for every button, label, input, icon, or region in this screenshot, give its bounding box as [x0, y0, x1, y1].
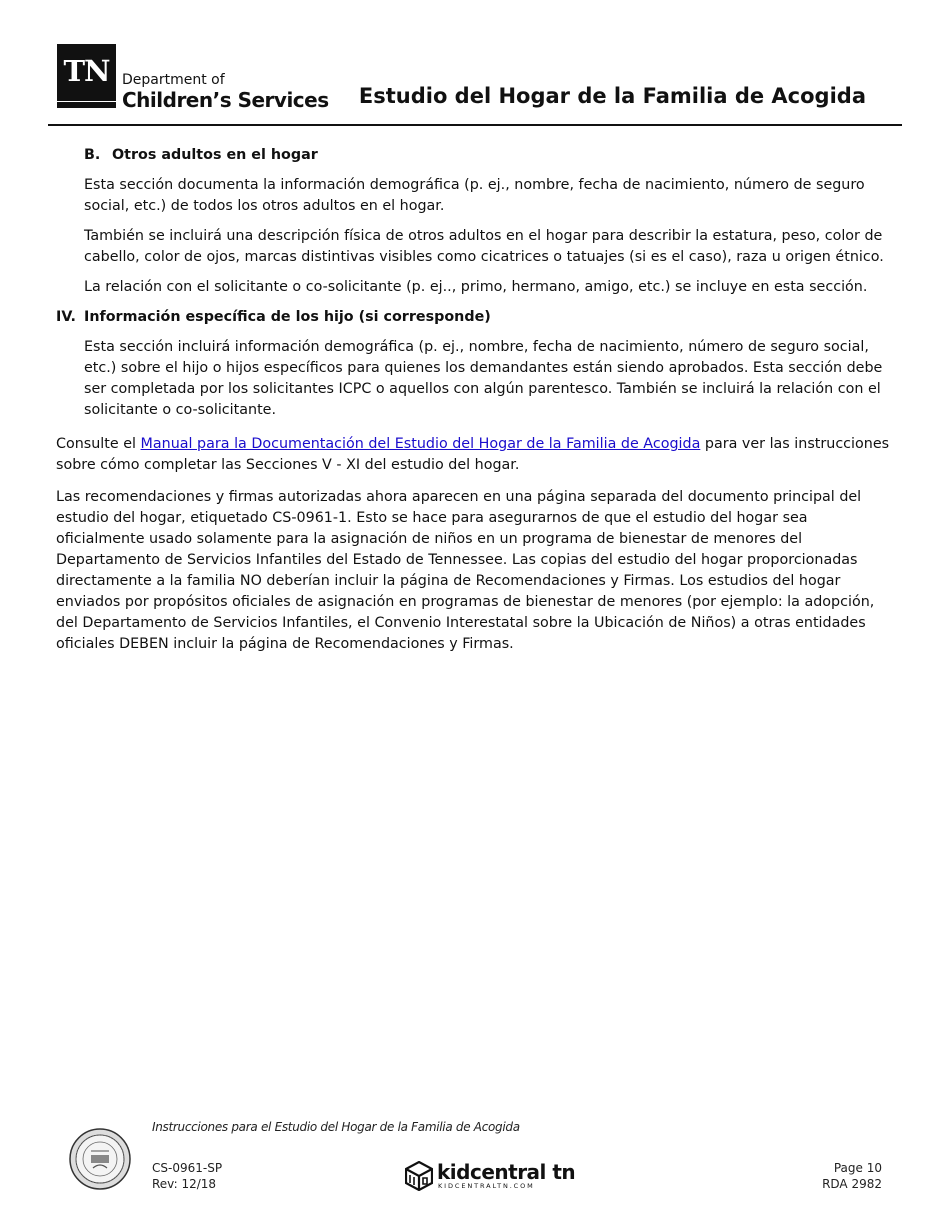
footer-revision: Rev: 12/18	[152, 1177, 217, 1191]
kidcentral-url: KIDCENTRALTN.COM	[438, 1182, 535, 1190]
footer-document-title: Instrucciones para el Estudio del Hogar de la Familia de Acogida	[152, 1120, 520, 1134]
section-iv-title: Información específica de los hijo (si corresponde)	[84, 309, 491, 325]
section-iv-number: IV.	[56, 309, 76, 325]
kidcentral-logo	[405, 1160, 576, 1192]
tennessee-state-seal-icon	[69, 1128, 131, 1190]
consult-paragraph	[56, 434, 890, 476]
consult-prefix: Consulte el	[56, 436, 141, 452]
manual-link[interactable]: Manual para la Documentación del Estudio del Hogar de la Familia de Acogida	[140, 436, 701, 452]
section-b-heading	[56, 145, 890, 166]
dept-logo-line2: Children’s Services	[122, 88, 329, 112]
page-number: Page 10	[833, 1161, 882, 1175]
document-body	[56, 145, 890, 655]
section-iv-paragraph: Esta sección incluirá información demográfica (p. ej., nombre, fecha de nacimiento, número de seguro social, etc.) sobre el hijo o hijos específicos para quienes los demandantes están siendo aprobados. Esta sección debe ser completada por los solicitantes ICPC o aquellos con algún parentesco. También se incluirá la relación con el solicitante o co-solicitante.	[84, 339, 883, 418]
footer-form-number: CS-0961-SP	[152, 1161, 223, 1175]
page-title: Estudio del Hogar de la Familia de Acogida	[358, 84, 866, 108]
recommendations-paragraph: Las recomendaciones y firmas autorizadas ahora aparecen en una página separada del documento principal del estudio del hogar, etiquetado CS-0961-1. Esto se hace para asegurarnos de que el estudio del hogar sea oficialmente usado solamente para la asignación de niños en un programa de bienestar de menores del Departamento de Servicios Infantiles del Estado de Tennessee. Las copias del estudio del hogar proporcionadas directamente a la familia NO deberían incluir la página de Recomendaciones y Firmas. Los estudios del hogar enviados por propósitos oficiales de asignación en programas de bienestar de menores (por ejemplo: la adopción, del Departamento de Servicios Infantiles, el Convenio Interestatal sobre la Ubicación de Niños) a otras entidades oficiales DEBEN incluir la página de Recomendaciones y Firmas.	[56, 489, 875, 652]
rda-number: RDA 2982	[822, 1177, 882, 1191]
dept-logo-line1: Department of	[122, 72, 225, 88]
kidcentral-cube-icon	[405, 1161, 433, 1191]
tn-logo	[57, 44, 116, 101]
section-b-title: Otros adultos en el hogar	[112, 147, 318, 163]
footer-page-info	[822, 1160, 882, 1192]
header-divider	[48, 124, 902, 126]
kidcentral-wordmark: kidcentral tn	[437, 1160, 576, 1184]
section-b-paragraph-3: La relación con el solicitante o co-solicitante (p. ej.., primo, hermano, amigo, etc.) se incluye en esta sección.	[84, 279, 868, 295]
consult-suffix: para ver las instrucciones sobre cómo completar las Secciones V - XI del estudio del hogar.	[56, 436, 890, 473]
section-iv-heading	[56, 307, 890, 328]
section-b-paragraph-2: También se incluirá una descripción física de otros adultos en el hogar para describir la estatura, peso, color de cabello, color de ojos, marcas distintivas visibles como cicatrices o tatuajes (si es el caso), raza u origen étnico.	[84, 228, 884, 265]
tn-logo-bar	[57, 102, 116, 108]
section-b-number: B.	[84, 147, 101, 163]
footer-form-info	[152, 1160, 222, 1192]
tn-logo-abbr: TN	[63, 54, 110, 88]
section-b-paragraph-1: Esta sección documenta la información demográfica (p. ej., nombre, fecha de nacimiento, número de seguro social, etc.) de todos los otros adultos en el hogar.	[84, 177, 865, 214]
